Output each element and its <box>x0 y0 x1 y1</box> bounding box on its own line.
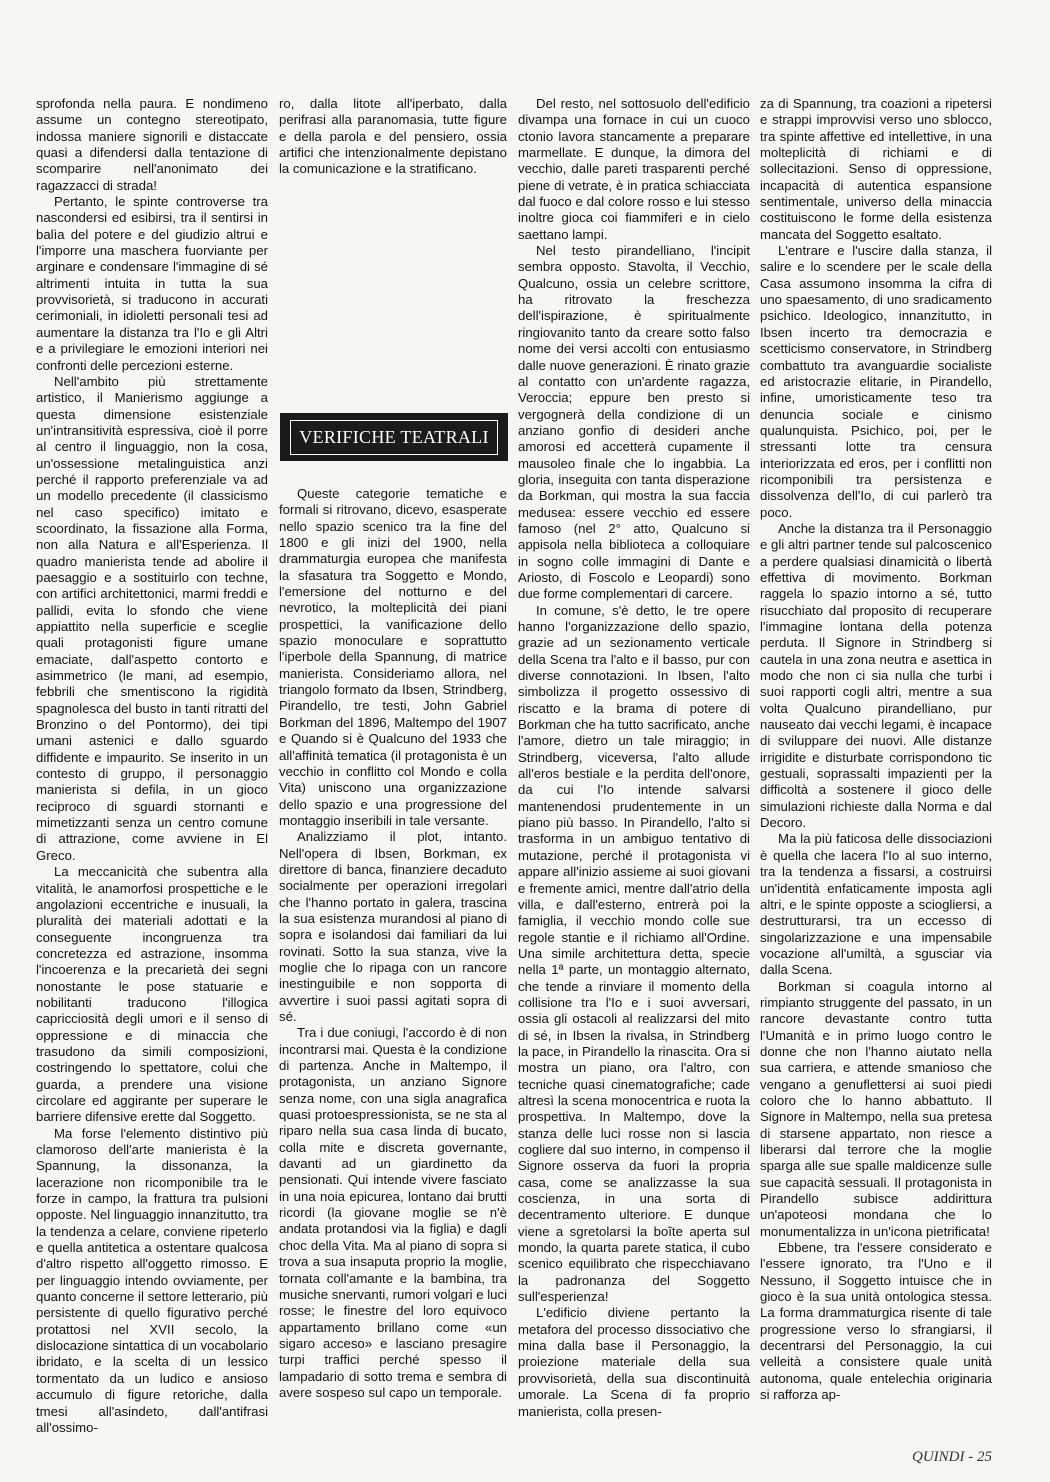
paragraph: Ma forse l'elemento distintivo più clamoroso dell'arte manierista è la Spannung, la dissonanza, la lacerazione non ricomponibile tra le forze in campo, la frattura tra pulsioni opposte. Nel linguaggio innanzitutto, tra la tendenza a celare, conviene ripeterlo e quella antitetica a ostentare qualcosa d'altro rispetto all'oggetto rimosso. E per linguaggio intendo ovviamente, per quanto concerne il settore letterario, più persistente di quello figurativo perché protattosi nel XVII secolo, la dislocazione sintattica di un vocabolario ibridato, e la scelta di un lessico tormentato da un ludico e ansioso accumulo di figure retoriche, dalla tmesi all'asindeto, dall'antifrasi all'ossimo- <box>36 1125 268 1435</box>
paragraph: Nell'ambito più strettamente artistico, il Manierismo aggiunge a questa dimensione esistenziale un'intransitività espressiva, cioè il porre al centro il linguaggio, non la cosa, un'ossessione metalinguistica anzi perché il rapporto preferenziale va ad un modello precedente (il classicismo nel caso specifico) imitato e scoordinato, la fissazione alla Forma, non alla Natura e all'Esperienza. Il quadro manierista tende ad abolire il paesaggio e a sostituirlo con techne, con artifici architettonici, marmi freddi e pallidi, evita lo sfondo che viene appiattito nella superficie e sceglie quali protagonisti figure umane emaciate, dall'aspetto contorto e asimmetrico (le mani, ad esempio, febbrili che smentiscono la rigidità spagnolesca del busto in tanti ritratti del Bronzino o del Pontormo), dei tipi umani astenici e dallo sguardo diffidente e impaurito. Se inserito in un contesto di gruppo, il personaggio manierista si defila, in un gioco reciproco di sguardi stornanti e mimetizzanti senza un centro comune di attrazione, come avviene in El Greco. <box>36 373 268 863</box>
paragraph: Borkman si coagula intorno al rimpianto struggente del passato, in un rancore devastante contro tutta l'Umanità e in primo luogo contro le donne che non l'hanno aiutato nella sua carriera, e attende smanioso che vengano a genuflettersi ai suoi piedi coloro che lo hanno abbattuto. Il Signore in Maltempo, nella sua pretesa di starsene appartato, non riesce a liberarsi dal terrore che la moglie sparga alle sue spalle maldicenze sulle sue capacità sessuali. Il protagonista in Pirandello subisce addirittura un'apoteosi mondana che lo monumentalizza in un'icona pietrificata! <box>760 978 992 1239</box>
paragraph: za di Spannung, tra coazioni a ripetersi e strappi improvvisi verso uno sblocco, tra spinte affettive ed intellettive, in una molteplicità di richiami e di sollecitazioni. Senso di oppressione, incapacità di autentica espansione sentimentale, universo della minaccia costituiscono le forme della esistenza mancata del Soggetto esaltato. <box>760 96 992 242</box>
paragraph: Del resto, nel sottosuolo dell'edificio divampa una fornace in cui un cuoco ctonio lavora stancamente a preparare marmellate. E dunque, la dimora del vecchio, dalle pareti trasparenti perché piene di vetrate, è in pratica schiacciata dal fuoco e dal colore rosso e lui stesso inoltre gioca coi fiammiferi e in cielo saettano lampi. <box>518 96 750 242</box>
paragraph: Pertanto, le spinte controverse tra nascondersi ed esibirsi, tra il sentirsi in balìa del potere e del giudizio altrui e l'imporre una maschera fuorviante per arginare e condensare l'immagine di sé altrimenti intuita in tutta la sua provvisorietà, si traducono in accurati cerimoniali, in idioletti personali tesi ad aumentare la distanza tra l'Io e gli Altri e a privilegiare le emozioni interiori nei confronti delle percezioni esterne. <box>36 194 268 373</box>
paragraph: Analizziamo il plot, intanto. Nell'opera di Ibsen, Borkman, ex direttore di banca, finanziere decaduto socialmente per operazioni irregolari che l'hanno portato in galera, trascina la sua esistenza murandosi al piano di sopra e isolandosi dai familiari da lui rovinati. Sotto la sua stanza, vive la moglie che lo ripaga con un rancore inestinguibile e non sopporta di avvertire i suoi passi agitati sopra di sé. <box>279 829 507 1024</box>
paragraph: Nel testo pirandelliano, l'incipit sembra opposto. Stavolta, il Vecchio, Qualcuno, ossia un celebre scrittore, ha ritrovato la freschezza dell'ispirazione, è spiritualmente ringiovanito tanto da creare sotto falso nome dei versi accolti con entusiasmo dalle nuove generazioni. È rinato grazie al contatto con un'ardente ragazza, Veroccia; eppure ben presto si vergognerà della condizione di un anziano gonfio di desideri anche amorosi ed accetterà cupamente il mausoleo finale che lo ingabbia. La gloria, inseguita con tanta disperazione da Borkman, qui mostra la sua faccia medusea: essere vecchio ed essere famoso (nel 2° atto, Qualcuno si appisola nella biblioteca a colloquiare in sogno colle immagini di Dante e Ariosto, di Foscolo e Leopardi) sono due forme complementari di carcere. <box>518 243 750 602</box>
text-column-1 <box>36 96 268 1436</box>
paragraph: L'edificio diviene pertanto la metafora del processo dissociativo che mina dalla base il Personaggio, la proiezione materiale della sua provvisorietà, della sua discontinuità umorale. La Scena di fa proprio manierista, colla presen- <box>518 1305 750 1419</box>
paragraph: Anche la distanza tra il Personaggio e gli altri partner tende sul palcoscenico a perdere qualsiasi dinamicità o libertà effettiva di movimento. Borkman raggela lo spazio intorno a sé, tutto risucchiato dal proposito di recuperare l'immagine lontana della potenza perduta. Il Signore in Strindberg si cautela in una zona neutra e asettica in modo che non ci sia nulla che turbi i suoi rapporti cogli altri, mentre a sua volta Qualcuno pirandelliano, pur nauseato dai vecchi legami, è incapace di sviluppare dei nuovi. Alle distanze irrigidite e disturbate corrispondono tic gestuali, soprassalti impazienti per la difficoltà a sostenere il gioco delle simulazioni richieste dalla Norma e dal Decoro. <box>760 520 992 831</box>
text-column-2-top <box>279 96 507 178</box>
page-footer: QUINDI - 25 <box>912 1449 992 1465</box>
text-column-2-bottom <box>279 486 507 1401</box>
section-heading-box <box>280 413 508 461</box>
paragraph: Tra i due coniugi, l'accordo è di non incontrarsi mai. Questa è la condizione di partenza. Anche in Maltempo, il protagonista, un anziano Signore senza nome, con una sigla anagrafica quasi protoespressionista, se ne sta al riparo nella sua casa linda di bucato, colla mite e discreta governante, davanti ad un giardinetto da pensionati. Qui intende vivere fasciato in una noia epicurea, lontano dai brutti ricordi (la giovane moglie se n'è andata protandosi via la figlia) e dagli choc della Vita. Ma al piano di sopra si trova a sua insaputa proprio la moglie, tornata coll'amante e la bambina, tra musiche snervanti, rumori volgari e luci rosse; le finestre del loro equivoco appartamento brillano come «un sigaro acceso» e lasciano presagire turpi traffici perché spesso il lampadario di sotto trema e sembra di avere sospeso sul capo un temporale. <box>279 1025 507 1400</box>
paragraph: In comune, s'è detto, le tre opere hanno l'organizzazione dello spazio, grazie ad un sezionamento verticale della Scena tra l'alto e il basso, pur con diverse connotazioni. In Ibsen, l'alto simbolizza il progetto ossessivo di riscatto e la brama di potere di Borkman che ha tutto sacrificato, anche l'amore, dietro un tale miraggio; in Strindberg, viceversa, l'alto allude all'eros bestiale e la perdita dell'onore, da cui l'Io intende salvarsi mantenendosi prudentemente in un piano più basso. In Pirandello, l'alto si trasforma in un ambiguo tentativo di mutazione, perché il protagonista vi appare all'inizio assieme ai suoi giovani e fremente amici, mentre dall'atrio della villa, e dall'esterno, entrerà poi la famiglia, il vecchio mondo colle sue regole stantie e il richiamo all'Ordine. Una simile architettura detta, specie nella 1ª parte, un montaggio alternato, che tende a rinviare il momento della collisione tra l'Io e i suoi avversari, ossia gli ostacoli al realizzarsi del mito di sé, in Ibsen la rivalsa, in Strindberg la pace, in Pirandello la rinascita. Ora si mostra un piano, ora l'altro, con tecniche quasi cinematografiche; cade altresì la scena monocentrica e ruota la prospettiva. In Maltempo, dove la stanza delle luci rosse non si lascia cogliere dal suo interno, in compenso il Signore osserva da fuori la propria casa, come se analizzasse la sua coscienza, in una sorta di decentramento ulteriore. E dunque viene a sgretolarsi la boîte aperta sul mondo, la quarta parete statica, il cubo scenico equilibrato che rispecchiavano la padronanza del Soggetto sull'esperienza! <box>518 602 750 1305</box>
paragraph: L'entrare e l'uscire dalla stanza, il salire e lo scendere per le scale della Casa assumono insomma la cifra di uno spaesamento, di uno sradicamento psichico. Ideologico, innanzitutto, in Ibsen incerto tra democrazia e scetticismo conservatore, in Strindberg combattuto tra avanguardie socialiste ed aristocrazie elitarie, in Pirandello, infine, umoristicamente teso tra denuncia sociale e cinismo qualunquista. Psichico, poi, per le stressanti lotte tra censura interiorizzata ed eros, per i conflitti non ricomponibili tra persistenza e dissolvenza dell'Io, di cui parlerò tra poco. <box>760 243 992 520</box>
paragraph: Ma la più faticosa delle dissociazioni è quella che lacera l'Io al suo interno, tra la tendenza a fissarsi, a costruirsi un'identità enfaticamente imposta agli altri, e le spinte opposte a sciogliersi, a destrutturarsi, tra un eccesso di singolarizzazione e una impensabile vocazione all'umiltà, a sgusciar via dalla Scena. <box>760 831 992 978</box>
paragraph: Queste categorie tematiche e formali si ritrovano, dicevo, esasperate nello spazio scenico tra la fine del 1800 e gli inizi del 1900, nella drammaturgia europea che manifesta la sfasatura tra Soggetto e Mondo, l'emersione del notturno e del nevrotico, la molteplicità dei piani prospettici, la vanificazione dello spazio monoculare e soprattutto l'iperbole della Spannung, di matrice manierista. Consideriamo allora, nel triangolo formato da Ibsen, Strindberg, Pirandello, tre testi, John Gabriel Borkman del 1896, Maltempo del 1907 e Quando si è Qualcuno del 1933 che all'affinità tematica (il protagonista è un vecchio in conflitto col Mondo e colla Vita) uniscono una organizzazione dello spazio e una progressione del montaggio inseribili in tale versante. <box>279 486 507 828</box>
text-column-4 <box>760 96 992 1404</box>
section-heading: VERIFICHE TEATRALI <box>290 420 498 455</box>
paragraph: Ebbene, tra l'essere considerato e l'essere ignorato, tra l'Uno e il Nessuno, il Soggetto intuisce che in gioco è la sua unità ontologica stessa. La forma drammaturgica risente di tale progressione verso lo sfrangiarsi, il decentrarsi del Personaggio, la cui velleità a consistere quale unità autonoma, quale entelechia originaria si rafforza ap- <box>760 1240 992 1403</box>
paragraph: La meccanicità che subentra alla vitalità, le anamorfosi prospettiche e le angolazioni eccentriche e inusuali, la pluralità dei materiali adottati e la conseguente incongruenza tra concretezza ed astrazione, insomma l'incoerenza e la precarietà dei segni nonostante le pose statuarie e nobilitanti traducono l'illogica capricciosità degli umori e il senso di oppressione e di minaccia che trasudono da simili composizioni, costringendo lo spettatore, colui che guarda, a prendere una visione circolare ed aggirante per superare le barriere difensive erette dal Soggetto. <box>36 864 268 1125</box>
paragraph: sprofonda nella paura. E nondimeno assume un contegno stereotipato, indossa maniere signorili e distaccate quasi a difendersi dalla tentazione di scomparire nell'anonimato dei ragazzacci di strada! <box>36 96 268 193</box>
text-column-3 <box>518 96 750 1420</box>
paragraph: ro, dalla litote all'iperbato, dalla perifrasi alla paranomasia, tutte figure e della parola e del pensiero, ossia artifici che intenzionalmente depistano la comunicazione e la stratificano. <box>279 96 507 177</box>
